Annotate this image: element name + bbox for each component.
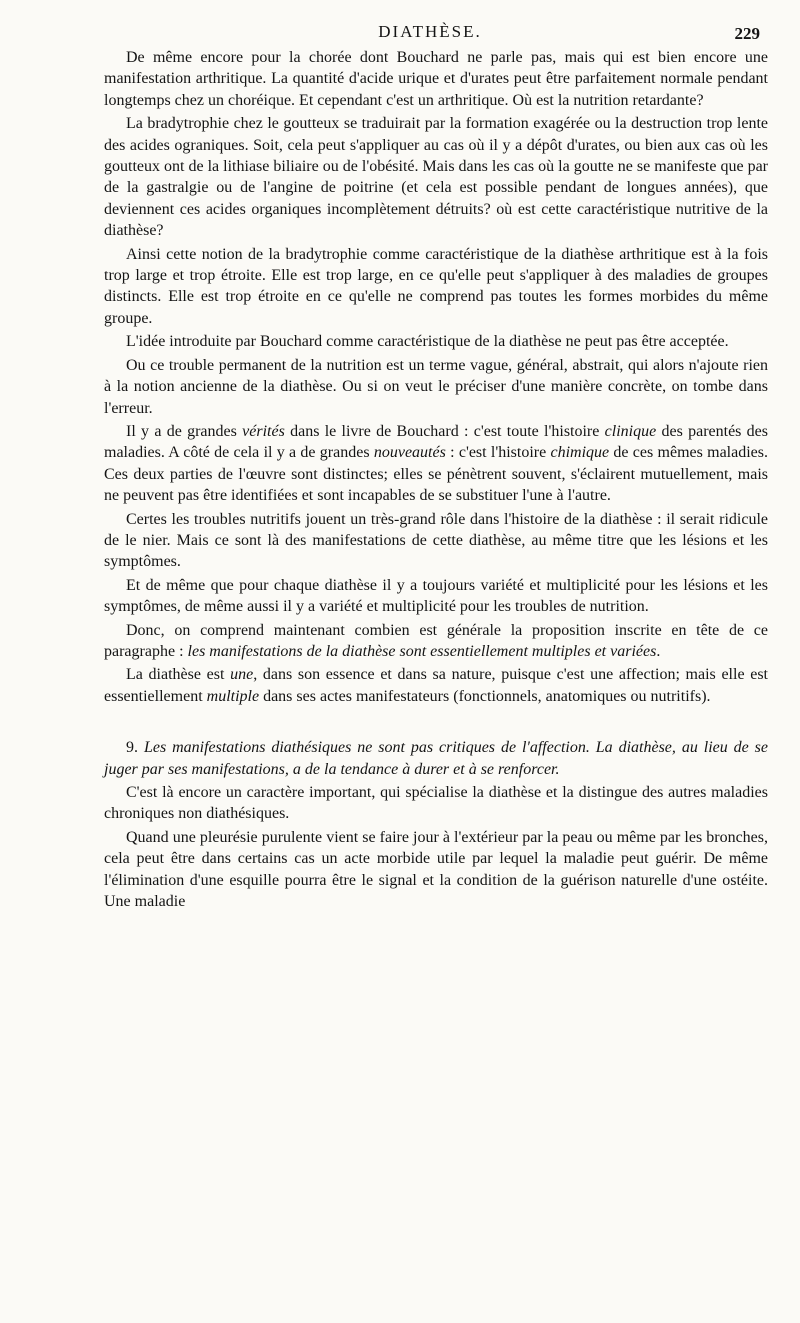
running-head [100,22,760,48]
paragraph-caractere-important: C'est là encore un caractère important, qui spécialise la diathèse et la distingue des autres maladies chroniques non diathésiques. [104,784,768,823]
paragraph-variete-multiplicite: Et de même que pour chaque diathèse il y a toujours variété et multiplicité pour les lésions et les symptômes, de même aussi il y a variété et multiplicité pour les troubles de nutrition. [104,576,768,616]
italic-text-run: multiple [206,687,260,705]
italic-text-run: clinique [604,422,657,440]
text-run: La diathèse est [126,666,231,684]
text-run: : c'est l'histoire [445,444,551,462]
paragraph-bradytrophie-goutteux: La bradytrophie chez le goutteux se traduirait par la formation exagérée ou la destruction trop lente des acides ograniques. Soit, cela peut s'appliquer au cas où il y a dépôt d'urates, ou bien aux cas où les goutteux ont de la lithiase biliaire ou de l'obésité. Mais dans les cas où la goutte ne se manifeste que par de la gastralgie ou de l'angine de poitrine (et cela est possible pendant de longues années), que deviennent ces acides organiques incomplètement détruits? où est cette caractéristique nutritive de la diathèse? [104,115,768,240]
italic-text-run: une [230,666,254,684]
paragraph-idee-bouchard: L'idée introduite par Bouchard comme caractéristique de la diathèse ne peut pas être acceptée. [126,333,729,351]
body-text [104,47,768,912]
text-run: Il y a de grandes [126,422,243,440]
italic-text-run: les manifestations de la diathèse sont essentiellement multiples et variées [187,642,657,660]
text-run: Donc, on comprend maintenant combien est générale la proposition inscrite en tête de ce paragraphe : [104,621,768,660]
paragraph-trouble-permanent: Ou ce trouble permanent de la nutrition est un terme vague, général, abstrait, qui alors n'ajoute rien à la notion ancienne de la diathèse. Ou si on veut le préciser d'une manière concrète, on tombe dans l'erreur. [104,356,768,417]
paragraph-troubles-nutritifs: Certes les troubles nutritifs jouent un très-grand rôle dans l'histoire de la diathèse : il serait ridicule de le nier. Mais ce sont là des manifestations de cette diathèse, au même titre que les lésions et les symptômes. [104,510,768,571]
text-run: de ces mêmes maladies. Ces deux parties de l'œuvre sont distinctes; elles se pénètrent souvent, s'éclairent mutuellement, mais ne peuvent pas être identifiées et sont incapables de se substituer l'une à l'autre. [104,444,768,505]
paragraph-pleuresie-purulente: Quand une pleurésie purulente vient se faire jour à l'extérieur par la peau ou même par les bronches, cela peut être dans certains cas un acte morbide utile par lequel la maladie peut guérir. De même l'élimination d'une esquille pourra être le signal et la condition de la guérison naturelle d'une ostéite. Une maladie [104,828,768,911]
text-run: , dans son essence et dans sa nature, puisque c'est une affection; mais elle est essentiellement [104,666,768,705]
italic-text-run: vérités [242,422,285,440]
paragraph-proposition-inscrite [104,620,768,663]
italic-text-run: chimique [550,444,610,462]
text-run: des parentés des maladies. A côté de cela il y a de grandes [104,422,769,462]
text-run: . [656,642,661,660]
italic-text-run: nouveautés [373,444,446,462]
paragraph-diathese-une [104,664,768,707]
paragraph-chorea: De même encore pour la chorée dont Bouchard ne parle pas, mais qui est bien encore une manifestation arthritique. La quantité d'acide urique et d'urates peut être parfaitement normale pendant longtemps chez un choréique. Et cependant c'est un arthritique. Où est la nutrition retardante? [104,49,768,109]
paragraph-verites-nouveautes [104,421,768,507]
section-separator [104,707,768,735]
text-run: dans le livre de Bouchard : c'est toute l'histoire [284,422,605,440]
text-run: dans ses actes manifestateurs (fonctionnels, anatomiques ou nutritifs). [259,687,711,705]
paragraph-notion-trop-large: Ainsi cette notion de la bradytrophie comme caractéristique de la diathèse arthritique est à la fois trop large et trop étroite. Elle est trop large, en ce qu'elle peut s'appliquer à des maladies de groupes distincts. Elle est trop étroite en ce qu'elle ne comprend pas toutes les formes morbides du même groupe. [104,245,768,327]
page-number: 229 [734,24,760,43]
section-heading-9 [104,737,768,780]
running-head-title: DIATHÈSE. [378,22,482,41]
italic-text-run: Les manifestations diathésiques ne sont pas critiques de l'affection. La diathèse, au lieu de se juger par ses manifestations, a de la tendance à durer et à se renforcer. [104,739,769,778]
text-run: 9. [126,739,144,757]
